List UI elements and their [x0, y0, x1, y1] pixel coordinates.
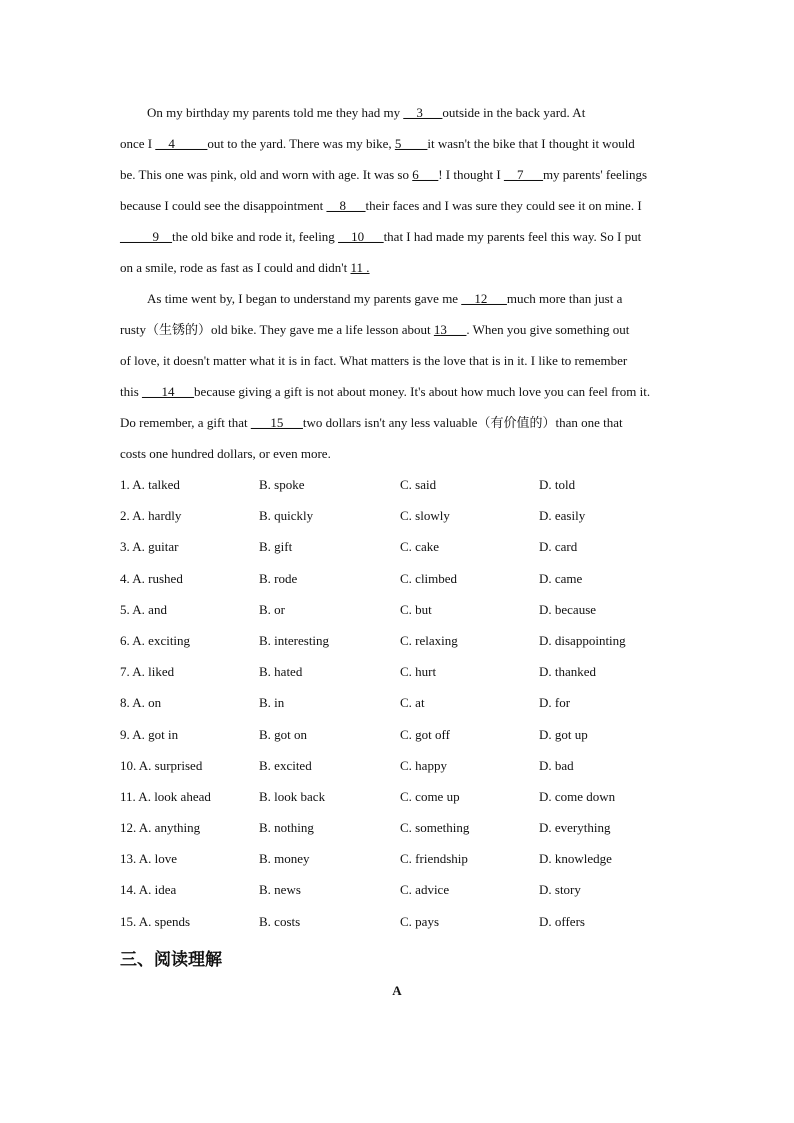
option-choice[interactable]: D. story — [539, 882, 581, 898]
passage-line: _____9__the old bike and rode it, feeling __10___that I had made my parents feel this way. So I put — [120, 229, 642, 244]
passage-paragraph-1 — [120, 97, 680, 283]
blank-15[interactable]: ___15___ — [250, 415, 303, 430]
option-choice[interactable]: 2. A. hardly — [120, 508, 182, 524]
option-choice[interactable]: 12. A. anything — [120, 820, 201, 836]
option-row — [120, 750, 680, 781]
blank-14[interactable]: ___14___ — [142, 384, 195, 399]
option-choice[interactable]: D. thanked — [539, 664, 597, 680]
blank-12[interactable]: __12___ — [461, 291, 507, 306]
option-choice[interactable]: D. got up — [539, 726, 588, 742]
section-subtitle: A — [392, 982, 402, 998]
passage-line: rusty（生锈的）old bike. They gave me a life lesson about 13___. When you give something out — [120, 322, 630, 337]
blank-4[interactable]: __4_____ — [155, 136, 208, 151]
option-choice[interactable]: D. because — [539, 601, 597, 617]
passage-line: costs one hundred dollars, or even more. — [120, 446, 331, 461]
answer-options — [120, 469, 680, 937]
option-choice[interactable]: C. pays — [400, 913, 439, 929]
option-choice[interactable]: D. for — [539, 695, 571, 711]
option-row — [120, 531, 680, 562]
option-choice[interactable]: B. nothing — [259, 820, 314, 836]
option-row — [120, 781, 680, 812]
option-choice[interactable]: 7. A. liked — [120, 664, 175, 680]
option-choice[interactable]: C. relaxing — [400, 632, 458, 648]
option-choice[interactable]: 8. A. on — [120, 695, 162, 711]
blank-10[interactable]: __10___ — [338, 229, 384, 244]
option-row — [120, 469, 680, 500]
option-choice[interactable]: B. or — [259, 601, 285, 617]
section-title: 三、阅读理解 — [120, 949, 222, 970]
option-choice[interactable]: D. bad — [539, 757, 574, 773]
option-row — [120, 874, 680, 905]
option-choice[interactable]: 1. A. talked — [120, 477, 180, 492]
option-choice[interactable]: 13. A. love — [120, 851, 178, 867]
passage-line: once I __4_____out to the yard. There was my bike, 5____it wasn't the bike that I thought it would — [120, 136, 635, 151]
blank-3[interactable]: __3___ — [403, 105, 443, 120]
option-row — [120, 500, 680, 531]
option-choice[interactable]: B. costs — [259, 913, 301, 929]
option-choice[interactable]: 14. A. idea — [120, 882, 177, 898]
option-choice[interactable]: C. climbed — [400, 570, 458, 586]
option-choice[interactable]: D. disappointing — [539, 632, 626, 648]
option-choice[interactable]: 5. A. and — [120, 601, 167, 617]
option-choice[interactable]: 15. A. spends — [120, 913, 191, 929]
option-choice[interactable]: B. rode — [259, 570, 298, 586]
passage-line: Do remember, a gift that ___15___two dollars isn't any less valuable（有价值的）than one that — [120, 415, 623, 430]
option-choice[interactable]: B. excited — [259, 757, 312, 773]
option-choice[interactable]: C. friendship — [400, 851, 468, 867]
passage-paragraph-2 — [120, 283, 680, 469]
option-choice[interactable]: 9. A. got in — [120, 726, 179, 742]
option-choice[interactable]: 11. A. look ahead — [120, 788, 211, 804]
passage-line: On my birthday my parents told me they had my __3___outside in the back yard. At — [147, 105, 586, 120]
blank-6[interactable]: 6___ — [412, 167, 439, 182]
option-choice[interactable]: D. easily — [539, 508, 586, 524]
blank-13[interactable]: 13___ — [433, 322, 467, 337]
option-choice[interactable]: C. said — [400, 477, 437, 492]
option-choice[interactable]: B. in — [259, 695, 285, 711]
option-row — [120, 594, 680, 625]
document-page — [120, 97, 680, 999]
option-choice[interactable]: B. interesting — [259, 632, 330, 648]
option-choice[interactable]: D. came — [539, 570, 583, 586]
option-choice[interactable]: C. come up — [400, 788, 460, 804]
option-choice[interactable]: C. hurt — [400, 664, 437, 680]
option-row — [120, 906, 680, 937]
option-choice[interactable]: D. offers — [539, 913, 585, 929]
passage-line: of love, it doesn't matter what it is in fact. What matters is the love that is in it. I like to remember — [120, 353, 628, 368]
option-row — [120, 656, 680, 687]
option-choice[interactable]: C. advice — [400, 882, 450, 898]
option-choice[interactable]: 10. A. surprised — [120, 757, 203, 773]
option-choice[interactable]: 6. A. exciting — [120, 632, 191, 648]
blank-8[interactable]: __8___ — [326, 198, 366, 213]
option-choice[interactable]: D. told — [539, 477, 576, 492]
option-choice[interactable]: B. spoke — [259, 477, 305, 492]
option-choice[interactable]: B. gift — [259, 539, 293, 555]
option-row — [120, 843, 680, 874]
option-choice[interactable]: D. card — [539, 539, 578, 555]
option-choice[interactable]: C. at — [400, 695, 425, 711]
option-choice[interactable]: B. look back — [259, 788, 326, 804]
blank-11[interactable]: 11 . — [350, 260, 370, 275]
blank-5[interactable]: 5____ — [394, 136, 428, 151]
passage-line: because I could see the disappointment __8___their faces and I was sure they could see it on mine. I — [120, 198, 642, 213]
option-choice[interactable]: 4. A. rushed — [120, 570, 183, 586]
option-choice[interactable]: D. knowledge — [539, 851, 612, 867]
option-row — [120, 625, 680, 656]
option-choice[interactable]: 3. A. guitar — [120, 539, 179, 555]
option-choice[interactable]: C. something — [400, 820, 470, 836]
option-choice[interactable]: B. got on — [259, 726, 308, 742]
option-choice[interactable]: B. news — [259, 882, 301, 898]
passage-line: be. This one was pink, old and worn with age. It was so 6___! I thought I __7___my parents' feelings — [120, 167, 648, 182]
option-row — [120, 687, 680, 718]
blank-9[interactable]: _____9__ — [120, 229, 172, 244]
option-choice[interactable]: B. money — [259, 851, 310, 867]
option-choice[interactable]: C. happy — [400, 757, 447, 773]
option-choice[interactable]: B. hated — [259, 664, 303, 680]
option-choice[interactable]: C. cake — [400, 539, 439, 555]
option-choice[interactable]: D. everything — [539, 820, 611, 836]
passage-line: As time went by, I began to understand my parents gave me __12___much more than just a — [147, 291, 623, 306]
blank-7[interactable]: __7___ — [503, 167, 543, 182]
passage-line: this ___14___because giving a gift is not about money. It's about how much love you can feel from it. — [120, 384, 651, 399]
option-row — [120, 563, 680, 594]
option-choice[interactable]: D. come down — [539, 788, 616, 804]
option-row — [120, 812, 680, 843]
passage-line: on a smile, rode as fast as I could and didn't 11 . — [120, 260, 370, 275]
option-choice[interactable]: C. got off — [400, 726, 450, 742]
option-row — [120, 719, 680, 750]
option-choice[interactable]: C. but — [400, 601, 432, 617]
option-choice[interactable]: B. quickly — [259, 508, 314, 524]
option-choice[interactable]: C. slowly — [400, 508, 450, 524]
